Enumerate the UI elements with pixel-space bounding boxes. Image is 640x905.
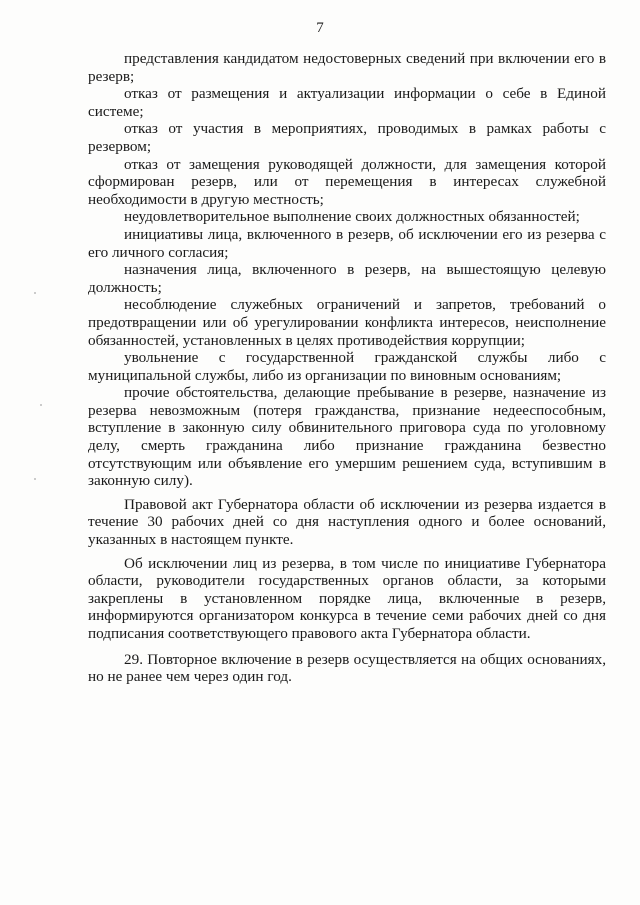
paragraph-legal-act: Правовой акт Губернатора области об исключении из резерва издается в течение 30 рабочих дней со дня наступления одного и более оснований, указанных в настоящем пункте. xyxy=(88,495,606,549)
paragraph-list-item: отказ от размещения и актуализации информации о себе в Единой системе; xyxy=(88,85,606,120)
paragraph-clause-29: 29. Повторное включение в резерв осуществляется на общих основаниях, но не ранее чем через один год. xyxy=(88,650,606,686)
paragraph-list-item: увольнение с государственной гражданской службы либо с муниципальной службы, либо из организации по виновным основаниям; xyxy=(88,349,606,384)
paragraph-list-item: несоблюдение служебных ограничений и запретов, требований о предотвращении или об урегулировании конфликта интересов, неисполнение обязанностей, установленных в целях противодействия коррупции; xyxy=(88,296,606,349)
paragraph-list-item: инициативы лица, включенного в резерв, об исключении его из резерва с его личного согласия; xyxy=(88,225,606,261)
paragraph-notification: Об исключении лиц из резерва, в том числе по инициативе Губернатора области, руководители государственных органов области, за которыми закреплены в установленном порядке лица, включенные в резерв, информируются организатором конкурса в течение семи рабочих дней со дня подписания соответствующего правового акта Губернатора области. xyxy=(88,554,606,642)
document-body xyxy=(88,50,606,686)
page-number: 7 xyxy=(316,20,324,36)
paragraph-list-item: отказ от участия в мероприятиях, проводимых в рамках работы с резервом; xyxy=(88,120,606,155)
scan-speck xyxy=(34,478,36,480)
paragraph-list-item: отказ от замещения руководящей должности, для замещения которой сформирован резерв, или от перемещения в интересах служебной необходимости в другую местность; xyxy=(88,155,606,208)
paragraph-list-item: назначения лица, включенного в резерв, на вышестоящую целевую должность; xyxy=(88,261,606,296)
scan-speck xyxy=(40,404,42,406)
scan-speck xyxy=(34,292,36,294)
paragraph-list-item: прочие обстоятельства, делающие пребывание в резерве, назначение из резерва невозможным (потеря гражданства, признание недееспособным, вступление в законную силу обвинительного приговора суда по уголовному делу, смерть гражданина либо признание гражданина безвестно отсутствующим или объявление его умершим решением суда, вступившим в законную силу). xyxy=(88,384,606,490)
paragraph-list-item: представления кандидатом недостоверных сведений при включении его в резерв; xyxy=(88,50,606,85)
paragraph-list-item: неудовлетворительное выполнение своих должностных обязанностей; xyxy=(124,208,580,226)
